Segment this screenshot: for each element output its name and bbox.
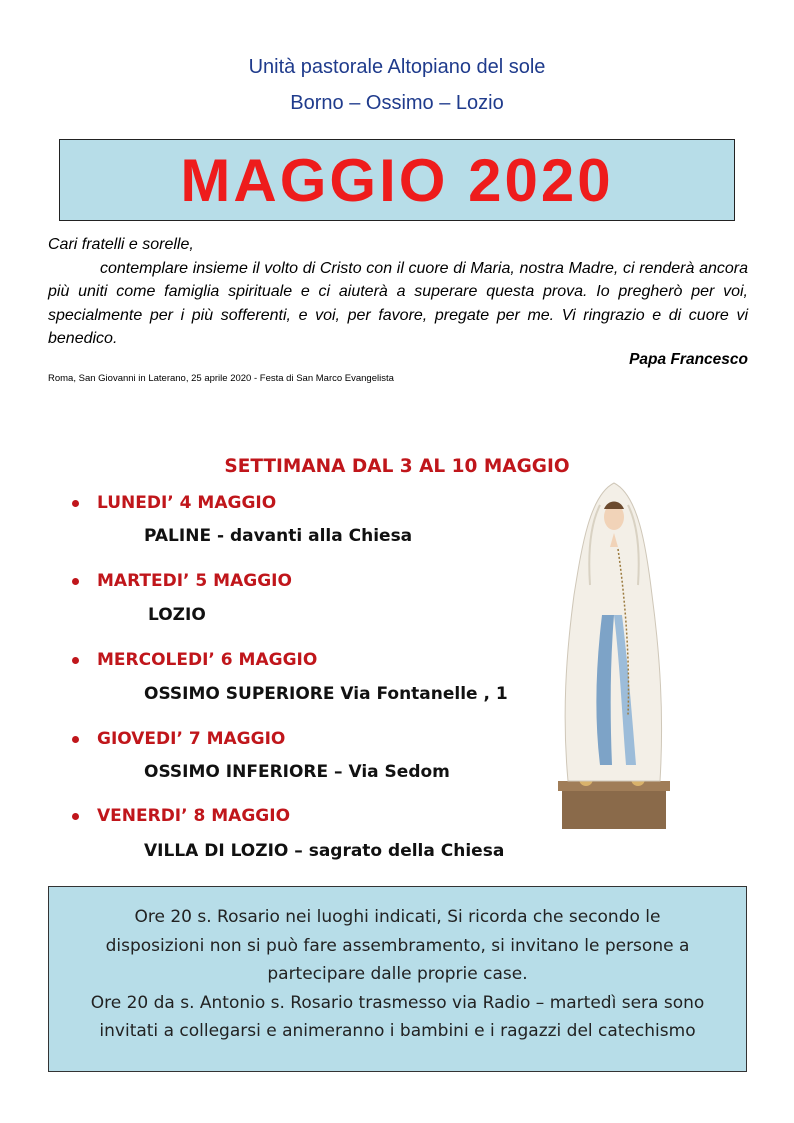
bullet-icon — [72, 657, 79, 664]
pope-quote — [48, 233, 748, 351]
quote-body: contemplare insieme il volto di Cristo con il cuore di Maria, nostra Madre, ci renderà ancora più uniti come famiglia spirituale e ci aiuterà a superare questa prova. Io pregherò per voi, specialmente per i più sofferenti, e voi, per favore, pregate per me. Vi ringrazio e di cuore vi benedico. — [48, 259, 748, 347]
info-line: disposizioni non si può fare assembramento, si invitano le persone a — [105, 935, 690, 956]
schedule-item — [72, 571, 292, 591]
info-line: Ore 20 s. Rosario nei luoghi indicati, Si ricorda che secondo le — [134, 907, 661, 927]
bullet-icon — [72, 813, 79, 820]
bullet-icon — [72, 736, 79, 743]
parish-towns: Borno – Ossimo – Lozio — [290, 92, 504, 114]
schedule-day: GIOVEDI’ 7 MAGGIO — [97, 729, 286, 749]
week-title: SETTIMANA DAL 3 AL 10 MAGGIO — [224, 456, 570, 477]
info-line: invitati a collegarsi e animeranno i bambini e i ragazzi del catechismo — [99, 1021, 696, 1041]
info-box — [48, 886, 747, 1072]
schedule-place: PALINE - davanti alla Chiesa — [144, 526, 413, 546]
schedule-place: LOZIO — [148, 605, 206, 625]
bullet-icon — [72, 578, 79, 585]
madonna-statue-image — [530, 465, 730, 835]
title-box — [59, 139, 735, 221]
schedule-item — [72, 650, 317, 670]
schedule-day: MERCOLEDI’ 6 MAGGIO — [97, 650, 318, 670]
schedule-place: VILLA DI LOZIO – sagrato della Chiesa — [144, 841, 505, 861]
quote-greeting: Cari fratelli e sorelle, — [48, 236, 194, 253]
schedule-day: VENERDI’ 8 MAGGIO — [97, 806, 291, 826]
schedule-place: OSSIMO SUPERIORE Via Fontanelle , 1 — [144, 684, 508, 704]
info-line: Ore 20 da s. Antonio s. Rosario trasmesso via Radio – martedì sera sono — [90, 992, 705, 1013]
schedule-place: OSSIMO INFERIORE – Via Sedom — [144, 762, 450, 782]
schedule-day: LUNEDI’ 4 MAGGIO — [97, 493, 277, 513]
info-line: partecipare dalle proprie case. — [267, 964, 528, 984]
page-title: MAGGIO 2020 — [180, 146, 614, 214]
schedule-day: MARTEDI’ 5 MAGGIO — [97, 571, 292, 591]
schedule-item — [72, 729, 285, 749]
quote-date-line: Roma, San Giovanni in Laterano, 25 aprile 2020 - Festa di San Marco Evangelista — [48, 373, 394, 384]
schedule-item — [72, 806, 290, 826]
bullet-icon — [72, 500, 79, 507]
parish-name: Unità pastorale Altopiano del sole — [248, 56, 546, 78]
quote-signature: Papa Francesco — [629, 351, 748, 368]
schedule-item — [72, 493, 276, 513]
